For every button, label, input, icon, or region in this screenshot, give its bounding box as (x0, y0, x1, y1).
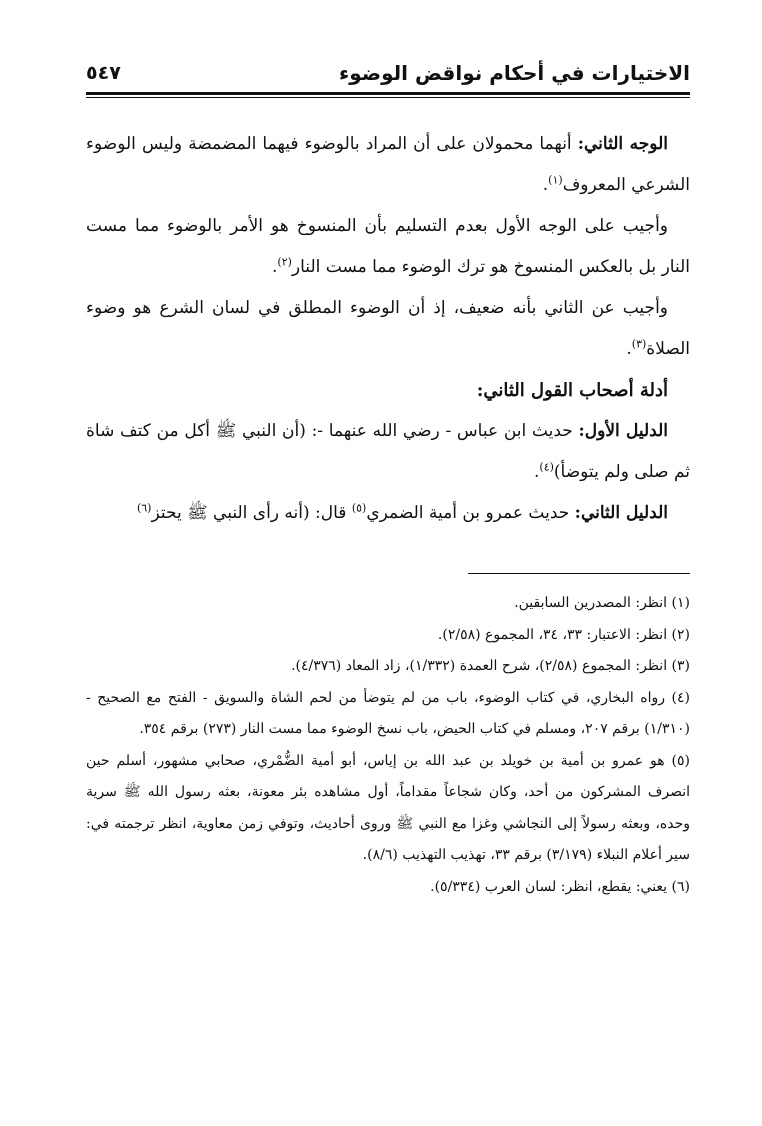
header-rule-thin (86, 97, 690, 98)
paragraph-reply-two (86, 288, 690, 370)
footnote: (٥) هو عمرو بن أمية بن خويلد بن عبد الله بن إياس، أبو أمية الضُّمْري، صحابي مشهور، أسلم حين انصرف المشركون من أحد، وكان شجاعاً مقداماً، أول مشاهده بئر معونة، بعثه رسول الله ﷺ سرية وحده، وبعثه رسولاً إلى النجاشي وغزا مع النبي ﷺ وروى أحاديث، وتوفي زمن معاوية، انظر ترجمته في: سير أعلام النبلاء (٣/١٧٩) برقم ٣٣، تهذيب التهذيب (٨/٦). (86, 752, 690, 863)
header-rule-thick (86, 92, 690, 95)
section-heading: أدلة أصحاب القول الثاني: (476, 380, 668, 401)
footnote: (٤) رواه البخاري، في كتاب الوضوء، باب من لم يتوضأ من لحم الشاة والسويق - الفتح مع الصحيح - (١/٣١٠) برقم ٢٠٧، ومسلم في كتاب الحيض، باب نسخ الوضوء مما مست النار (٢٧٣) برقم ٣٥٤. (86, 689, 690, 737)
paragraph-label: الدليل الأول: (578, 421, 669, 441)
page-number: ٥٤٧ (86, 62, 121, 84)
paragraph-end: . (272, 257, 278, 277)
paragraph-evidence-one (86, 411, 690, 493)
paragraph-text: وأجيب على الوجه الأول بعدم التسليم بأن المنسوخ هو الأمر بالوضوء مما مست النار بل بالعكس المنسوخ هو ترك الوضوء مما مست النار (86, 216, 690, 277)
paragraph-reply-one (86, 206, 690, 288)
paragraph-text: وأجيب عن الثاني بأنه ضعيف، إذ أن الوضوء المطلق في لسان الشرع هو وضوء الصلاة (86, 298, 690, 359)
paragraph-text: أنهما محمولان على أن المراد بالوضوء فيهما المضمضة وليس الوضوء الشرعي المعروف (86, 134, 690, 195)
footnote: (٢) انظر: الاعتبار: ٣٣، ٣٤، المجموع (٢/٥٨). (437, 626, 690, 643)
paragraph-end: . (626, 339, 632, 359)
footnote-ref: (٢) (277, 255, 292, 269)
footnote: (٣) انظر: المجموع (٢/٥٨)، شرح العمدة (١/٣٣٢)، زاد المعاد (٤/٣٧٦). (291, 658, 690, 674)
footnote-separator (468, 573, 690, 574)
footnote: (١) انظر: المصدرين السابقين. (514, 595, 690, 611)
paragraph-label: الوجه الثاني: (577, 134, 668, 154)
paragraph-end: . (542, 175, 549, 195)
footnote-ref: (٦) (136, 501, 152, 515)
body-text (86, 124, 690, 534)
footnote-ref: (١) (548, 173, 563, 187)
footnote-ref: (٥) (351, 501, 367, 515)
running-header (86, 56, 690, 90)
footnote-ref: (٤) (539, 460, 554, 474)
running-title: الاختيارات في أحكام نواقض الوضوء (339, 61, 690, 85)
paragraph-end: . (533, 462, 540, 482)
footnote-ref: (٣) (631, 337, 647, 351)
paragraph-evidence-two (86, 493, 690, 534)
footnote: (٦) يعني: يقطع، انظر: لسان العرب (٥/٣٣٤). (430, 878, 690, 895)
paragraph-second-aspect (86, 124, 690, 206)
footnotes (86, 588, 690, 903)
paragraph-label: الدليل الثاني: (574, 503, 668, 523)
paragraph-text: حديث ابن عباس - رضي الله عنهما -: (أن النبي ﷺ أكل من كتف شاة ثم صلى ولم يتوضأ) (86, 421, 690, 482)
paragraph-text: قال: (أنه رأى النبي ﷺ يحتز (151, 503, 352, 523)
paragraph-text: حديث عمرو بن أمية الضمري (366, 503, 575, 523)
